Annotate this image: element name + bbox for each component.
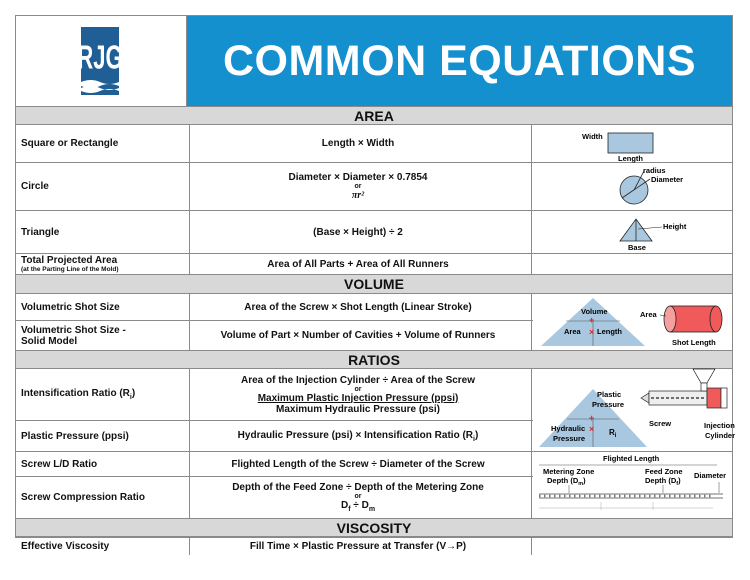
svg-text:Plastic: Plastic bbox=[597, 390, 622, 399]
svg-text:×: × bbox=[589, 327, 595, 337]
row-formula: Flighted Length of the Screw ÷ Diameter of the Screw bbox=[185, 452, 532, 476]
intensification-figure bbox=[533, 369, 736, 451]
svg-text:Ri: $R_i$ bbox=[609, 428, 617, 439]
svg-text:Depth (Df): Depth $(D_f)$ bbox=[645, 476, 681, 487]
volume-figure bbox=[533, 294, 732, 350]
row-circle bbox=[16, 163, 732, 211]
row-triangle bbox=[16, 211, 732, 254]
row-label: Plastic Pressure (ppsi) bbox=[16, 421, 190, 451]
section-volume bbox=[16, 275, 732, 294]
row-formula: Depth of the Feed Zone ÷ Depth of the Metering Zone or $D_f \div D_m$ bbox=[185, 477, 532, 518]
equations-sheet bbox=[15, 15, 736, 552]
svg-text:Base: Base bbox=[628, 243, 646, 252]
title-banner bbox=[187, 16, 732, 106]
page-title: COMMON EQUATIONS bbox=[222, 36, 697, 85]
triangle-figure bbox=[532, 211, 732, 253]
row-formula: Length × Width bbox=[185, 125, 532, 162]
row-label: Total Projected Area (at the Parting Line of the Mold) bbox=[16, 254, 190, 274]
row-formula: Area of the Injection Cylinder ÷ Area of the Screw or Maximum Plastic Injection Pressure (ppsi) Maximum Hydraulic Pressure (psi) bbox=[185, 369, 532, 420]
row-formula: Hydraulic Pressure (psi) × Intensification Ratio $(R_i)$ bbox=[185, 421, 532, 451]
svg-text:Depth (Dm): Depth $(D_m)$ bbox=[547, 476, 586, 487]
row-formula: Volume of Part × Number of Cavities + Volume of Runners bbox=[185, 321, 532, 350]
empty-figure-cell bbox=[532, 254, 732, 274]
svg-text:+: + bbox=[589, 315, 595, 325]
svg-text:Shot Length: Shot Length bbox=[672, 338, 716, 347]
row-formula: (Base × Height) ÷ 2 bbox=[185, 211, 532, 253]
rectangle-figure bbox=[532, 125, 732, 162]
svg-text:Width: Width bbox=[582, 132, 603, 141]
logo-cell bbox=[16, 16, 187, 106]
svg-text:Flighted Length: Flighted Length bbox=[603, 454, 660, 463]
row-label: Triangle bbox=[16, 211, 190, 253]
row-label: Screw Compression Ratio bbox=[16, 477, 190, 518]
row-effective-viscosity bbox=[16, 537, 732, 555]
circle-figure bbox=[532, 163, 732, 210]
empty-figure-cell bbox=[532, 537, 732, 555]
svg-text:Pressure: Pressure bbox=[553, 434, 586, 443]
row-label: Volumetric Shot Size bbox=[16, 294, 190, 320]
svg-text:Metering Zone: Metering Zone bbox=[543, 467, 595, 476]
svg-text:Diameter: Diameter bbox=[694, 471, 727, 480]
header bbox=[16, 16, 732, 107]
svg-text:Length: Length bbox=[618, 154, 643, 163]
screw-figure bbox=[533, 452, 732, 518]
svg-text:Area: Area bbox=[640, 310, 657, 319]
svg-text:Screw: Screw bbox=[649, 419, 672, 428]
row-formula: Area of All Parts + Area of All Runners bbox=[185, 254, 532, 274]
svg-text:Feed Zone: Feed Zone bbox=[645, 467, 683, 476]
row-square bbox=[16, 125, 732, 163]
section-title: RATIOS bbox=[348, 351, 400, 368]
section-viscosity bbox=[16, 519, 732, 537]
section-title: VOLUME bbox=[344, 276, 404, 292]
svg-text:radius: radius bbox=[643, 166, 666, 175]
section-ratios bbox=[16, 351, 732, 369]
row-label: Intensification Ratio $(R_i)$ bbox=[16, 369, 190, 420]
row-projected-area bbox=[16, 254, 732, 275]
row-formula: Area of the Screw × Shot Length (Linear Stroke) bbox=[185, 294, 532, 320]
row-label: Effective Viscosity bbox=[16, 537, 190, 555]
rjg-logo bbox=[16, 16, 186, 106]
svg-text:Area: Area bbox=[564, 327, 581, 336]
row-label: Screw L/D Ratio bbox=[16, 452, 190, 476]
section-area bbox=[16, 107, 732, 125]
row-formula: Fill Time × Plastic Pressure at Transfer (V→P) bbox=[185, 537, 532, 555]
svg-text:+: + bbox=[589, 413, 595, 423]
section-title: AREA bbox=[354, 107, 394, 124]
svg-text:Injection: Injection bbox=[704, 421, 735, 430]
row-formula: Diameter × Diameter × 0.7854 or πr² bbox=[185, 163, 532, 210]
row-label: Volumetric Shot Size - Solid Model bbox=[16, 321, 190, 350]
svg-text:Height: Height bbox=[663, 222, 687, 231]
row-label: Square or Rectangle bbox=[16, 125, 190, 162]
svg-text:Volume: Volume bbox=[581, 307, 608, 316]
svg-text:×: × bbox=[589, 424, 595, 434]
svg-text:Length: Length bbox=[597, 327, 622, 336]
svg-text:RJG: RJG bbox=[77, 39, 123, 76]
svg-text:Hydraulic: Hydraulic bbox=[551, 424, 586, 433]
svg-text:Cylinder: Cylinder bbox=[705, 431, 736, 440]
section-title: VISCOSITY bbox=[336, 519, 412, 536]
svg-text:Diameter: Diameter bbox=[651, 175, 684, 184]
row-label: Circle bbox=[16, 163, 190, 210]
svg-text:Pressure: Pressure bbox=[592, 400, 625, 409]
